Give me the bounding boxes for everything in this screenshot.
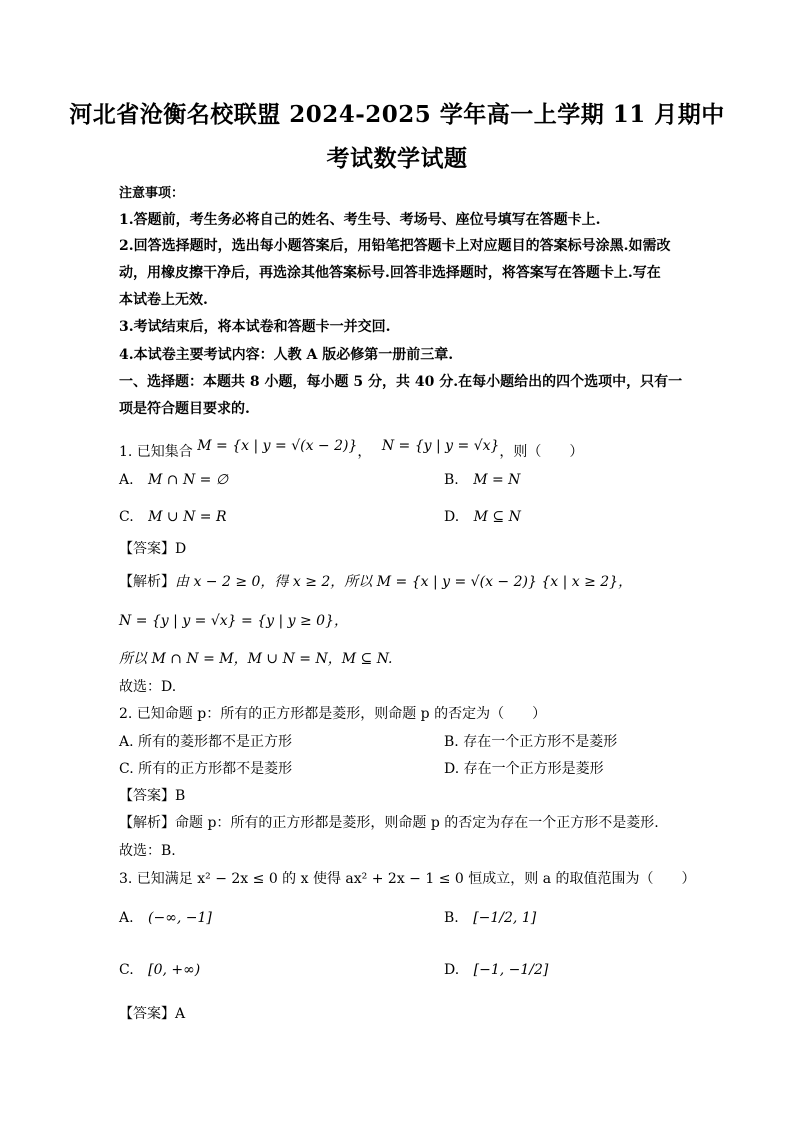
choice-1: 故选：D. [119,679,177,695]
answer-2: 【答案】B [119,788,186,804]
q3-option-d-formula: [−1, −1/2] [473,962,549,978]
note-2-line2: 动，用橡皮擦干净后，再选涂其他答案标号.回答非选择题时，将答案写在答题卡上.写在 [119,265,661,281]
q2-option-b: B. 存在一个正方形不是菱形 [444,734,618,750]
option-c [119,509,227,525]
section-heading-line1: 一、选择题：本题共 8 小题，每小题 5 分，共 40 分.在每小题给出的四个选项中，只有一 [119,374,683,390]
q3-option-a [119,910,212,926]
explanation-1-line1 [119,571,632,591]
section-heading-line2: 项是符合题目要求的. [119,401,250,417]
q3-option-a-formula: (−∞, −1] [148,910,212,926]
answer-3: 【答案】A [119,1006,186,1022]
option-a [119,472,228,488]
option-b-formula: M = N [473,472,521,488]
explanation-2 [119,812,659,832]
question-1-suffix: ，则（ ） [499,444,584,460]
option-c-formula: M ∪ N = R [148,509,227,525]
q2-option-d: D. 存在一个正方形是菱形 [444,761,604,777]
question-1-comma: ， [357,444,372,460]
note-1: 1.答题前，考生务必将自己的姓名、考生号、考场号、座位号填写在答题卡上. [119,212,601,228]
note-2-line3: 本试卷上无效. [119,292,208,308]
option-d-label: D. [444,509,460,525]
q3-option-a-label: A. [119,910,134,926]
option-a-formula: M ∩ N = ∅ [148,472,229,488]
note-3: 3.考试结束后，将本试卷和答题卡一并交回. [119,319,391,335]
explanation-2-formula: N = {y | y = √x} = {y | y ≥ 0}， [119,613,348,629]
explanation-3-formula: 所以 M ∩ N = M，M ∪ N = N，M ⊆ N. [119,651,393,667]
option-b [444,472,520,488]
explanation-1-line2 [119,610,348,630]
question-1-stem [119,438,583,461]
set-n-formula: N = {y | y = √x} [381,438,500,454]
option-b-label: B. [444,472,459,488]
q2-option-a: A. 所有的菱形都不是正方形 [119,734,293,750]
option-d [444,509,521,525]
option-d-formula: M ⊆ N [473,509,521,525]
q3-option-b [444,910,536,926]
question-3-stem: 3. 已知满足 x² − 2x ≤ 0 的 x 使得 ax² + 2x − 1 ≤ 0 恒成立，则 a 的取值范围为（ ） [119,871,696,887]
option-a-label: A. [119,472,134,488]
answer-1: 【答案】D [119,541,187,557]
notes-header: 注意事项： [119,186,185,201]
note-4: 4.本试卷主要考试内容：人教 A 版必修第一册前三章. [119,347,454,363]
explanation-label: 【解析】 [119,815,175,831]
explanation-1-formula: 由 x − 2 ≥ 0，得 x ≥ 2，所以 M = {x | y = √(x − 2)} {x | x ≥ 2}， [175,574,633,590]
option-c-label: C. [119,509,134,525]
q3-option-c [119,962,200,978]
explanation-label: 【解析】 [119,574,175,590]
q3-option-b-label: B. [444,910,459,926]
page-title: 河北省沧衡名校联盟 2024-2025 学年高一上学期 11 月期中 [69,101,725,128]
question-1-prefix: 1. 已知集合 [119,444,193,460]
question-2-stem: 2. 已知命题 p：所有的正方形都是菱形，则命题 p 的否定为（ ） [119,706,547,722]
q3-option-c-formula: [0, +∞) [148,962,201,978]
q3-option-d-label: D. [444,962,460,978]
q3-option-d [444,962,548,978]
set-m-formula: M = {x | y = √(x − 2)} [197,438,358,454]
note-2-line1: 2.回答选择题时，选出每小题答案后，用铅笔把答题卡上对应题目的答案标号涂黑.如需改 [119,238,671,254]
choice-2: 故选：B. [119,843,176,859]
page-title-line2: 考试数学试题 [326,145,468,172]
q3-option-c-label: C. [119,962,134,978]
q3-option-b-formula: [−1/2, 1] [473,910,537,926]
explanation-2-text: 命题 p：所有的正方形都是菱形，则命题 p 的否定为存在一个正方形不是菱形. [175,815,659,831]
q2-option-c: C. 所有的正方形都不是菱形 [119,761,293,777]
explanation-1-line3 [119,648,393,668]
